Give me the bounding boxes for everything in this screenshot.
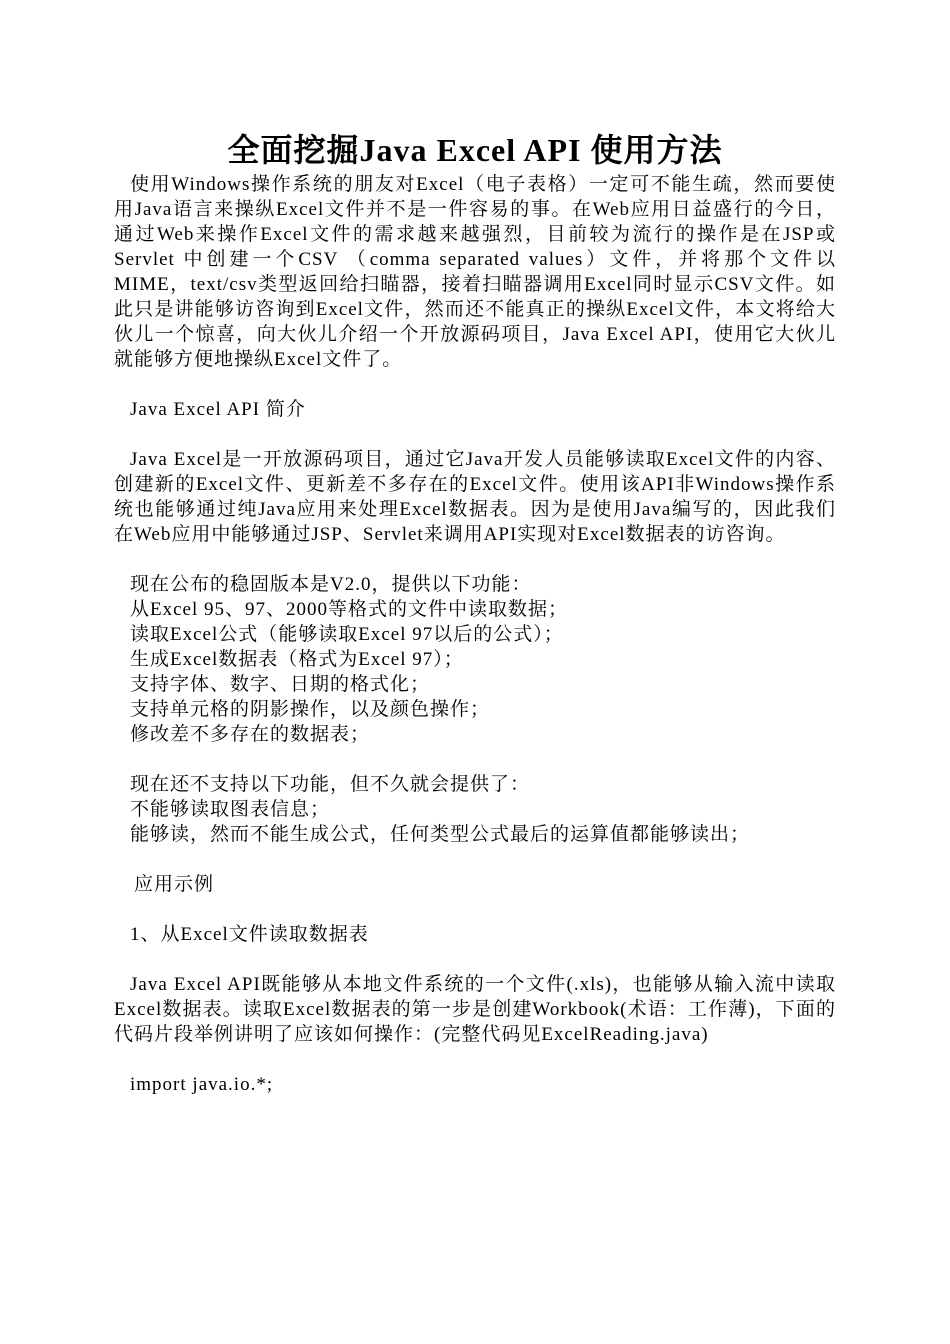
list-item: 从Excel 95、97、2000等格式的文件中读取数据； xyxy=(130,599,569,620)
document-page xyxy=(114,128,836,1097)
code-line: import java.io.*; xyxy=(130,1074,274,1095)
list-item: 支持单元格的阴影操作，以及颜色操作； xyxy=(130,699,491,720)
section-intro-paragraph: Java Excel是一开放源码项目，通过它Java开发人员能够读取Excel文件的内容、创建新的Excel文件、更新差不多存在的Excel文件。使用该API非Windows操作系统也能够通过纯Java应用来处理Excel数据表。因为是使用Java编写的，因此我们在Web应用中能够通过JSP、Servlet来调用API实现对Excel数据表的访咨询。 xyxy=(114,449,836,545)
section-heading-examples: 应用示例 xyxy=(134,874,215,895)
list-item: 不能够读取图表信息； xyxy=(130,799,331,820)
list-item: 生成Excel数据表（格式为Excel 97）； xyxy=(130,649,464,670)
section-heading-example1: 1、从Excel文件读取数据表 xyxy=(130,924,369,945)
example1-paragraph: Java Excel API既能够从本地文件系统的一个文件(.xls)，也能够从输入流中读取Excel数据表。读取Excel数据表的第一步是创建Workbook(术语：工作薄)，下面的代码片段举例讲明了应该如何操作：(完整代码见ExcelReading.java) xyxy=(114,974,836,1045)
document-title: 全面挖掘Java Excel API 使用方法 xyxy=(227,132,723,168)
list-item: 支持字体、数字、日期的格式化； xyxy=(130,674,431,695)
feature-list xyxy=(114,597,836,747)
list-item: 读取Excel公式（能够读取Excel 97以后的公式）； xyxy=(130,624,564,645)
list-item: 修改差不多存在的数据表； xyxy=(130,724,371,745)
list-item: 能够读，然而不能生成公式，任何类型公式最后的运算值都能够读出； xyxy=(130,824,751,845)
unsupported-line: 现在还不支持以下功能，但不久就会提供了： xyxy=(130,774,531,795)
version-line: 现在公布的稳固版本是V2.0，提供以下功能： xyxy=(130,574,532,595)
section-heading-intro: Java Excel API 简介 xyxy=(130,399,306,420)
unsupported-list xyxy=(114,797,836,847)
intro-paragraph: 使用Windows操作系统的朋友对Excel（电子表格）一定可不能生疏，然而要使用Java语言来操纵Excel文件并不是一件容易的事。在Web应用日益盛行的今日，通过Web来操作Excel文件的需求越来越强烈，目前较为流行的操作是在JSP或Servlet 中创建一个CSV （comma separated values）文件，并将那个文件以MIME，text/csv类型返回给扫瞄器，接着扫瞄器调用Excel同时显示CSV文件。如此只是讲能够访咨询到Excel文件，然而还不能真正的操纵Excel文件，本文将给大伙儿一个惊喜，向大伙儿介绍一个开放源码项目，Java Excel API，使用它大伙儿就能够方便地操纵Excel文件了。 xyxy=(114,174,836,370)
